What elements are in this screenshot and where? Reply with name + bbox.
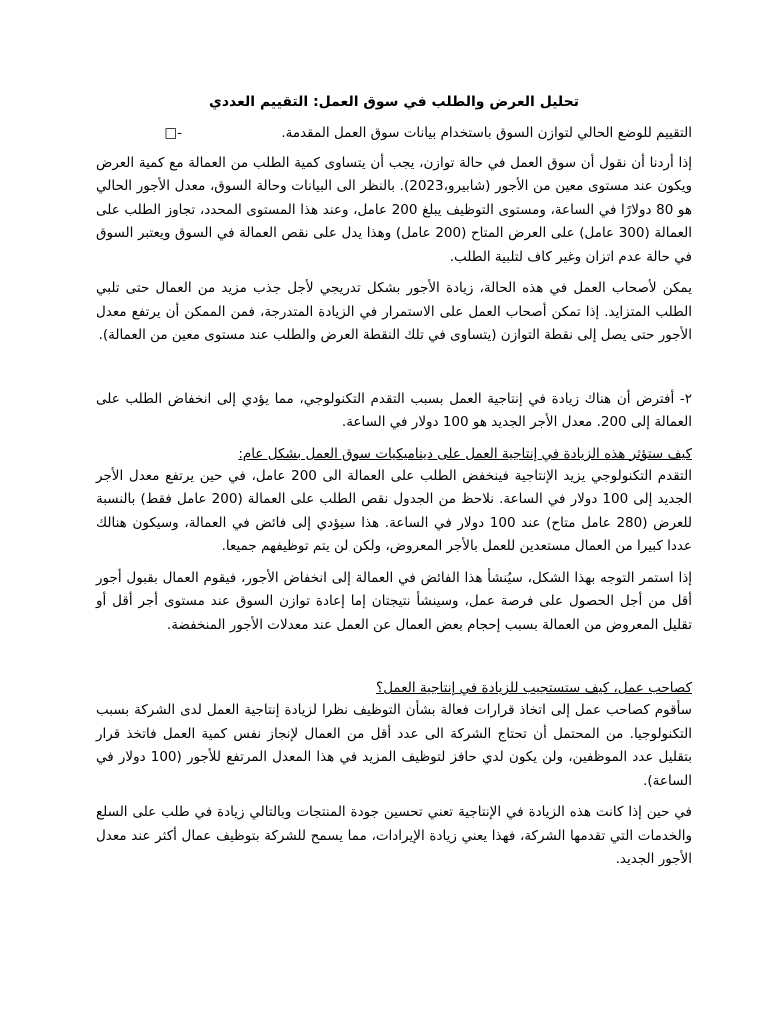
paragraph-equilibrium: إذا أردنا أن نقول أن سوق العمل في حالة توازن، يجب أن يتساوى كمية الطلب من العمالة مع كمية العرض ويكون عند مستوى معين من الأجور (شابيرو،2023). بالنظر الى البيانات وحالة السوق، معدل الأجور الحالي هو 80 دولارًا في الساعة، ومستوى التوظيف يبلغ 200 عامل، وعند هذا المستوى المحدد، تجاوز الطلب على العمالة (300 عامل) على العرض المتاح (200 عامل) وهذا يدل على نقص العمالة في السوق ويعتبر السوق في حالة عدم اتزان وغير كاف لتلبية الطلب. bbox=[96, 154, 693, 265]
document-title: تحليل العرض والطلب في سوق العمل: التقييم العددي bbox=[209, 94, 579, 110]
paragraph-wage-increase: يمكن لأصحاب العمل في هذه الحالة، زيادة الأجور بشكل تدريجي لأجل جذب مزيد من العمال حتى تلبي الطلب المتزايد. إذا تمكن أصحاب العمل على الاستمرار في الزيادة المتدرجة، فمن الممكن أن يرتفع معدل الأجور حتى يصل إلى نقطة التوازن (يتساوى في تلك النقطة العرض والطلب عند مستوى معين من العمالة). bbox=[96, 280, 692, 343]
bullet-marker: -□ bbox=[164, 125, 182, 141]
document-page bbox=[96, 90, 692, 880]
paragraph-tech-progress: التقدم التكنولوجي يزيد الإنتاجية فينخفض الطلب على العمالة الى 200 عامل، في حين يرتفع معدل الأجر الجديد إلى 100 دولار في الساعة. نلاحظ من الجدول نقص الطلب على العمالة (200 عامل فقط) بالنسبة للعرض (280 عامل متاح) عند 100 دولار في الساعة. هذا سيؤدي إلى فائض في العمالة، وسيكون هنالك عددا كبيرا من العمال مستعدين للعمل بالأجر المعروض، ولكن لن يتم توظيفهم جميعا. bbox=[96, 467, 692, 554]
bullet-item bbox=[96, 122, 692, 146]
paragraph-quality-demand: في حين إذا كانت هذه الزيادة في الإنتاجية تعني تحسين جودة المنتجات وبالتالي زيادة في طلب على السلع والخدمات التي تقدمها الشركة، فهذا يعني زيادة الإيرادات، مما يسمح للشركة بتوظيف عمال أكثر عند معدل الأجور الجديد. bbox=[96, 804, 692, 867]
paragraph-surplus: إذا استمر التوجه بهذا الشكل، سيُنشأ هذا الفائض في العمالة إلى انخفاض الأجور، فيقوم العمال بقبول أجور أقل من أجل الحصول على فرصة عمل، وسينشأ نتيجتان إما إعادة توازن السوق عند مستوى أجر أقل أو تقليل المعروض من العمالة بسبب إحجام بعض العمال عن العمل عند معدلات الأجور المنخفضة. bbox=[96, 569, 692, 633]
section-heading-employer: كصاحب عمل، كيف ستستجيب للزيادة في إنتاجية العمل؟ bbox=[376, 680, 692, 696]
paragraph-assumption: ٢- أفترض أن هناك زيادة في إنتاجية العمل بسبب التقدم التكنولوجي، مما يؤدي إلى انخفاض الطلب على العمالة إلى 200. معدل الأجر الجديد هو 100 دولار في الساعة. bbox=[96, 390, 692, 430]
spacer bbox=[96, 356, 692, 388]
section-heading-dynamics: كيف ستؤثر هذه الزيادة في إنتاجية العمل على ديناميكيات سوق العمل بشكل عام: bbox=[238, 445, 692, 462]
paragraph-employer-decision: سأقوم كصاحب عمل إلى اتخاذ قرارات فعالة بشأن التوظيف نظرا لزيادة إنتاجية العمل لدى الشركة بسبب التكنولوجيا. من المحتمل أن تحتاج الشركة الى عدد أقل من العمال لإنجاز نفس كمية العمل فاتخذ قرار بتقليل عدد الموظفين، ولن يكون لدي حافز لتوظيف المزيد في هذا المعدل المرتفع للأجور (100 دولار في الساعة). bbox=[96, 702, 692, 789]
bullet-text: التقييم للوضع الحالي لتوازن السوق باستخدام بيانات سوق العمل المقدمة. bbox=[281, 125, 692, 141]
spacer bbox=[96, 645, 692, 677]
